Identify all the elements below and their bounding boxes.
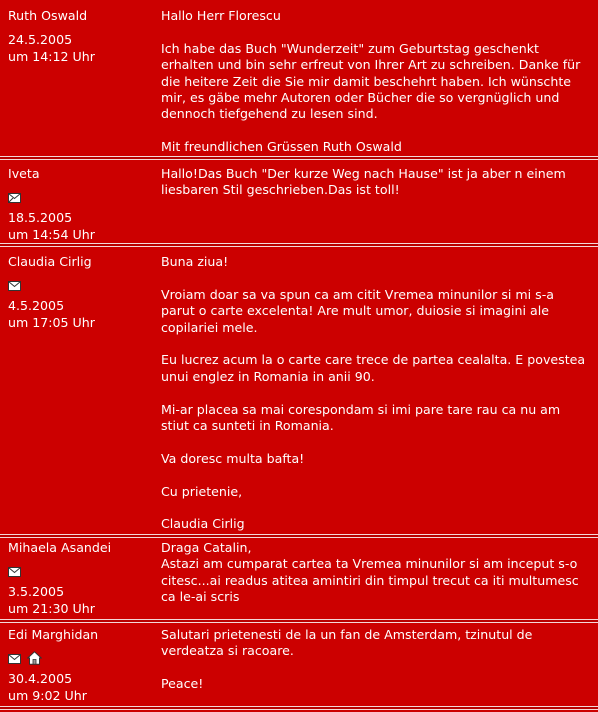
home-icon[interactable] [27, 651, 42, 669]
mail-icon[interactable] [8, 565, 21, 581]
guestbook-entry [0, 0, 598, 156]
entry-date: 3.5.2005 [8, 584, 65, 600]
message-paragraph: Ich habe das Buch "Wunderzeit" zum Geburtstag geschenkt erhalten und bin sehr erfreut von Ihrer Art zu schreiben. Danke für die heitere Zeit die Sie mir damit beschehrt haben. Ich wünschte mir, es gäbe mehr Autoren oder Bücher die so vergnüglich und dennoch tiefgehend zu lesen sind. [161, 40, 585, 122]
entry-date: 4.5.2005 [8, 298, 65, 314]
message-paragraph: Hallo!Das Buch "Der kurze Weg nach Hause" ist ja aber n einem liesbaren Stil geschrieben.Das ist toll! [161, 166, 570, 198]
entry-author-block [8, 254, 148, 331]
entry-message [161, 8, 589, 156]
guestbook-entry [0, 247, 598, 534]
message-paragraph: Mi-ar placea sa mai corespondam si imi pare tare rau ca nu am stiut ca sunteti in Romania. [161, 401, 565, 434]
entry-message [161, 254, 589, 533]
guestbook-entry [0, 160, 598, 243]
message-paragraph: Draga Catalin, Astazi am cumparat cartea ta Vremea minunilor si am inceput s-o citesc...ai readus atitea amintiri din timpul trecut ca iti multumesc ca le-ai scris [161, 540, 579, 605]
author-name: Iveta [8, 166, 40, 181]
entry-date: 18.5.2005 [8, 210, 73, 226]
contact-icons [8, 566, 148, 580]
contact-icons [8, 192, 148, 206]
mail-icon[interactable] [8, 191, 21, 207]
message-paragraph: Hallo Herr Florescu [161, 8, 281, 23]
contact-icons [8, 653, 148, 667]
entry-time: um 17:05 Uhr [8, 314, 95, 330]
author-name: Edi Marghidan [8, 627, 99, 642]
author-name: Mihaela Asandei [8, 540, 112, 555]
mail-icon[interactable] [8, 279, 21, 295]
contact-icons [8, 280, 148, 294]
entry-time: um 21:30 Uhr [8, 600, 95, 616]
entry-time: um 14:12 Uhr [8, 48, 95, 64]
entry-author-block [8, 627, 148, 704]
entry-separator [0, 706, 598, 710]
guestbook-entry [0, 538, 598, 623]
guestbook-entry [0, 623, 598, 708]
entry-time: um 9:02 Uhr [8, 687, 87, 703]
mail-icon[interactable] [8, 652, 21, 668]
entry-date: 30.4.2005 [8, 671, 73, 687]
entry-author-block [8, 8, 148, 65]
entry-message [161, 627, 589, 693]
author-name: Claudia Cirlig [8, 254, 92, 269]
entry-author-block [8, 166, 148, 243]
entry-message [161, 166, 589, 199]
message-paragraph: Peace! [161, 676, 204, 692]
entry-message [161, 540, 589, 606]
author-name: Ruth Oswald [8, 8, 88, 23]
message-paragraph: Vroiam doar sa va spun ca am citit Vremea minunilor si mi s-a parut o carte excelenta! Are mult umor, duiosie si imagini ale copilariei mele. [161, 286, 558, 335]
message-paragraph: Cu prietenie, [161, 483, 243, 499]
message-paragraph: Va doresc multa bafta! [161, 450, 305, 466]
entry-author-block [8, 540, 148, 617]
entry-date: 24.5.2005 [8, 32, 73, 48]
message-paragraph: Salutari prietenesti de la un fan de Amsterdam, tzinutul de verdeatza si racoare. [161, 627, 537, 659]
message-paragraph: Mit freundlichen Grüssen Ruth Oswald [161, 139, 402, 155]
message-paragraph: Claudia Cirlig [161, 516, 245, 532]
message-paragraph: Eu lucrez acum la o carte care trece de partea cealalta. E povestea unui englez in Romania in anii 90. [161, 352, 590, 384]
message-paragraph: Buna ziua! [161, 254, 229, 269]
entry-time: um 14:54 Uhr [8, 226, 95, 242]
